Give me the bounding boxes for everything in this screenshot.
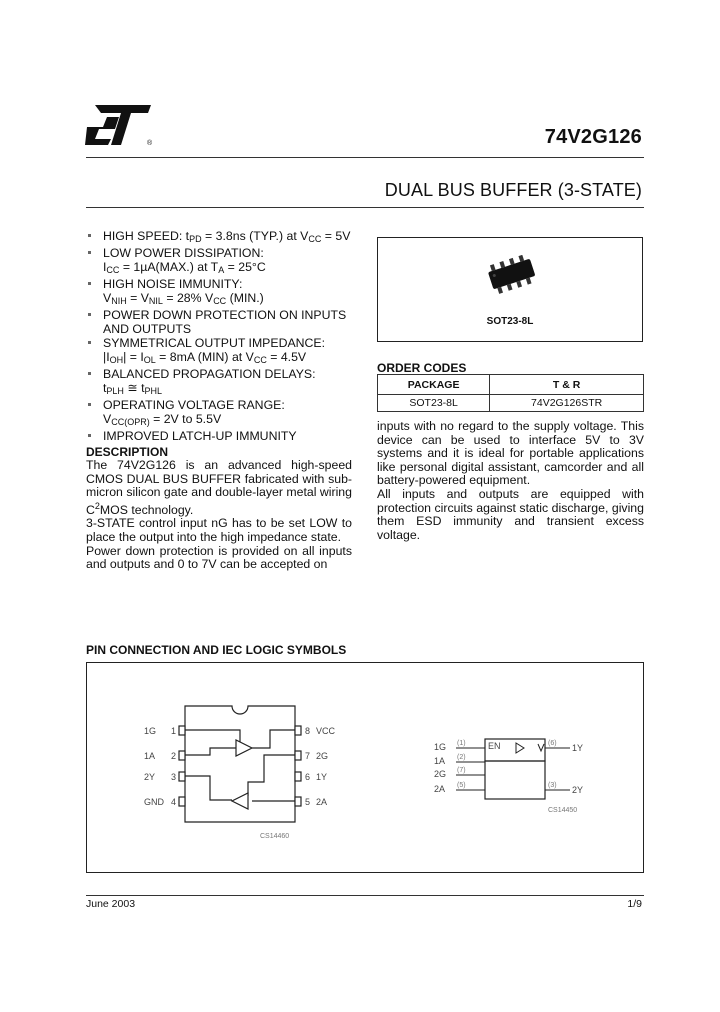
iec-input-label: 1A [434, 756, 446, 766]
st-logo [85, 103, 153, 147]
description-heading: DESCRIPTION [86, 445, 169, 459]
description-paragraph: Power down protection is provided on all inputs and outputs and 0 to 7V can be accepted on [86, 543, 352, 572]
pinout-figure-code: CS14460 [260, 833, 290, 840]
iec-output-pin: (3) [548, 782, 557, 789]
feature-line: HIGH NOISE IMMUNITY: [103, 277, 243, 291]
description-paragraph: All inputs and outputs are equipped with protection circuits against static discharge, giving them ESD immunity and transient excess voltage. [377, 486, 644, 542]
bullet-icon [88, 434, 91, 437]
iec-input-label: 2G [434, 769, 447, 779]
feature-line: $|I_{OH}| = I_{OL} = 8mA$ (MIN) at $V_{CC} = 4.5V$ [103, 350, 307, 365]
pin-number-right: 5 [305, 797, 311, 807]
package-label: SOT23-8L [486, 316, 534, 327]
iec-output-label: 1Y [572, 743, 584, 753]
iec-output-label: 2Y [572, 785, 584, 795]
bullet-icon [88, 251, 91, 254]
bullet-icon [88, 403, 91, 406]
order-codes-table [377, 374, 644, 412]
pin-name-left: 1A [144, 751, 156, 761]
feature-line: BALANCED PROPAGATION DELAYS: [103, 367, 316, 381]
feature-line: OPERATING VOLTAGE RANGE: [103, 398, 285, 412]
iec-input-label: 1G [434, 742, 447, 752]
table-cell-order-code: 74V2G126STR [490, 395, 644, 412]
feature-line: LOW POWER DISSIPATION: [103, 246, 264, 260]
header-rule [86, 157, 644, 158]
feature-item [86, 398, 366, 429]
order-codes-heading: ORDER CODES [377, 361, 467, 375]
table-row [378, 395, 644, 412]
iec-qualifier: EN [488, 741, 501, 751]
description-paragraph: The 74V2G126 is an advanced high-speed CMOS DUAL BUS BUFFER fabricated with sub-micron silicon gate and double-layer metal wiring $C^2MOS$ technology. [86, 458, 352, 517]
sot23-package-image [482, 255, 542, 295]
iec-figure-code: CS14450 [548, 807, 578, 814]
iec-input-pin: (2) [457, 754, 466, 761]
svg-text:®: ® [147, 140, 153, 147]
column-header-package: PACKAGE [378, 375, 490, 395]
feature-line: AND OUTPUTS [103, 322, 192, 336]
iec-input-pin: (5) [457, 782, 466, 789]
description-left-column [86, 459, 352, 572]
iec-input-label: 2A [434, 784, 446, 794]
title-rule [86, 207, 644, 208]
feature-line: IMPROVED LATCH-UP IMMUNITY [103, 429, 297, 443]
page-number: 1/9 [627, 898, 642, 910]
description-right-column [377, 420, 644, 542]
feature-item [86, 429, 366, 443]
pin-number-left: 1 [171, 726, 177, 736]
description-paragraph: inputs with no regard to the supply voltage. This device can be used to interface 5V to 3V systems and it is ideal for portable applications like personal digital assistant, camcorder and all battery-powered equipment. [377, 419, 644, 488]
footer-date: June 2003 [86, 898, 136, 910]
column-header-tr: T & R [490, 375, 644, 395]
bullet-icon [88, 234, 91, 237]
pin-number-right: 7 [305, 751, 311, 761]
description-paragraph: 3-STATE control input nG has to be set LOW to place the output into the high impedance state. [86, 516, 352, 544]
pin-name-left: 2Y [144, 772, 156, 782]
document-title: DUAL BUS BUFFER (3-STATE) [384, 180, 642, 200]
iec-input-pin: (7) [457, 767, 466, 774]
pin-number-right: 8 [305, 726, 311, 736]
feature-item [86, 308, 366, 336]
pin-name-right: 2A [316, 797, 328, 807]
feature-item [86, 336, 366, 367]
pin-connection-diagram [140, 700, 360, 848]
feature-line: $t_{PLH}$ ≅ $t_{PHL}$ [103, 381, 163, 396]
bullet-icon [88, 313, 91, 316]
pin-connection-heading: PIN CONNECTION AND IEC LOGIC SYMBOLS [86, 643, 347, 657]
bullet-icon [88, 372, 91, 375]
pin-name-right: 1Y [316, 772, 328, 782]
feature-item [86, 367, 366, 398]
table-cell-package: SOT23-8L [378, 395, 490, 412]
bullet-icon [88, 282, 91, 285]
bullet-icon [88, 341, 91, 344]
pin-number-left: 2 [171, 751, 177, 761]
feature-line: HIGH SPEED: $t_{PD} = 3.8ns$ (TYP.) at $V_{CC} = 5V$ [103, 229, 351, 244]
feature-line: SYMMETRICAL OUTPUT IMPEDANCE: [103, 336, 326, 350]
feature-item [86, 229, 366, 246]
pin-number-left: 4 [171, 797, 177, 807]
iec-input-pin: (1) [457, 740, 466, 747]
features-list [86, 229, 366, 443]
pin-number-right: 6 [305, 772, 311, 782]
pin-name-left: 1G [144, 726, 157, 736]
iec-output-pin: (6) [548, 740, 557, 747]
iec-logic-symbol [430, 732, 610, 818]
part-number: 74V2G126 [544, 126, 642, 148]
footer-rule [86, 895, 644, 896]
iec-lower-box [485, 761, 545, 799]
pin-name-right: 2G [316, 751, 329, 761]
pin-name-left: GND [144, 797, 164, 807]
feature-line: $I_{CC} = 1\mu A(MAX.)$ at $T_A = 25^\circ C$ [103, 260, 266, 275]
feature-line: POWER DOWN PROTECTION ON INPUTS [103, 308, 347, 322]
feature-line: $V_{NIH} = V_{NIL} = 28\%$ $V_{CC}$ (MIN.) [103, 291, 264, 306]
feature-item [86, 246, 366, 277]
pin-name-right: VCC [316, 726, 336, 736]
pin-number-left: 3 [171, 772, 177, 782]
table-header-row [378, 375, 644, 395]
feature-line: $V_{CC(OPR)} = 2V$ to 5.5V [103, 412, 222, 427]
feature-item [86, 277, 366, 308]
